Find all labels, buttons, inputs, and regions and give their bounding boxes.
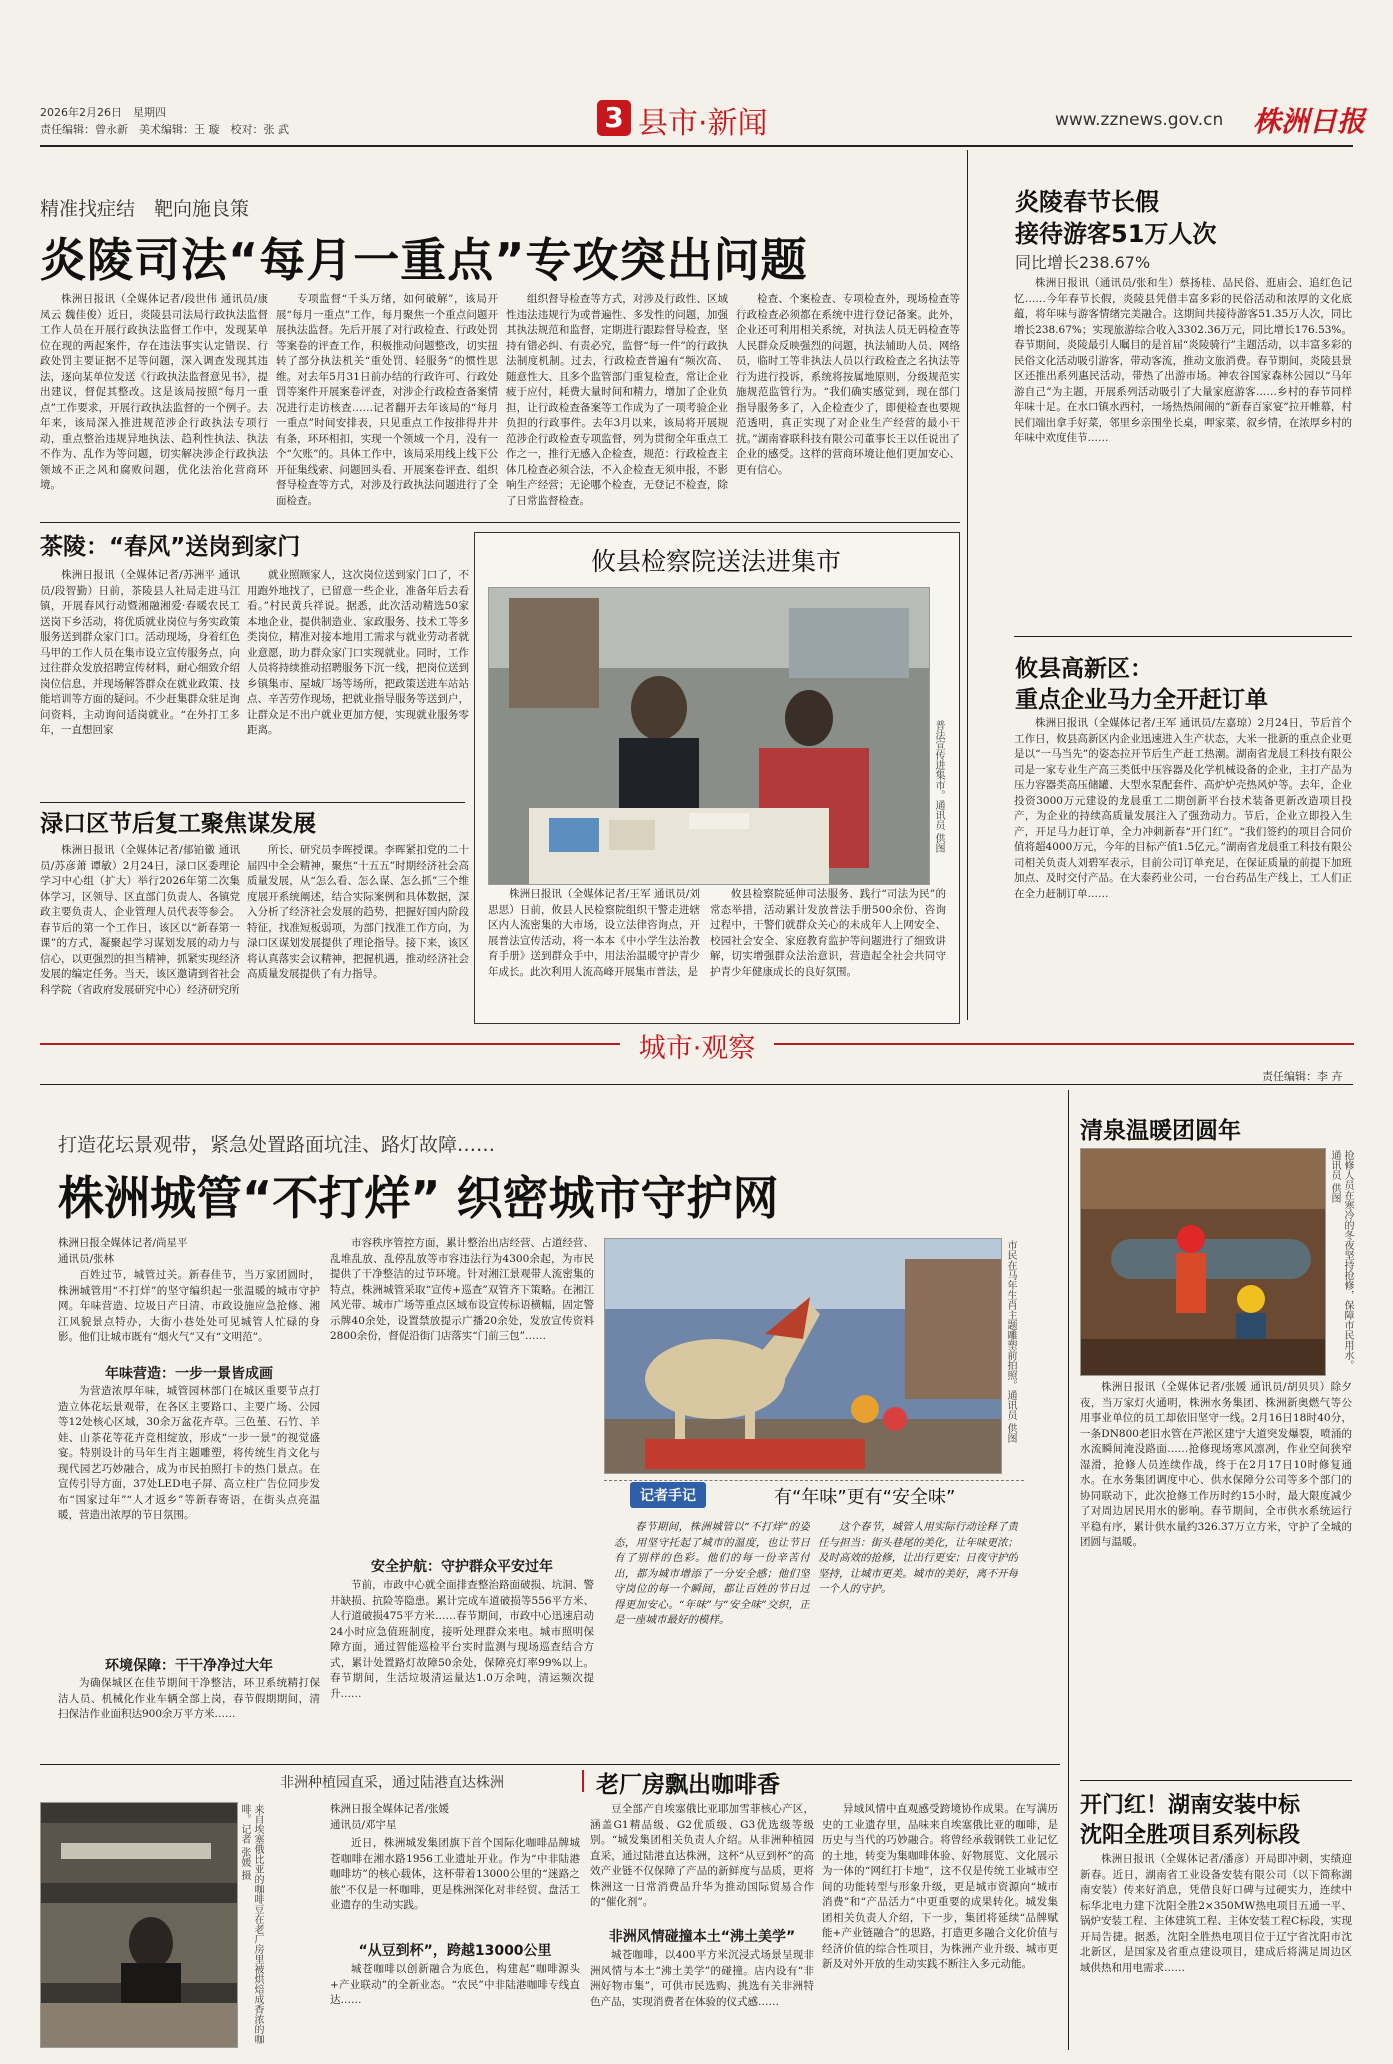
a6-title-line2: 重点企业马力全开赶订单	[1015, 687, 1268, 713]
right-col-rule-lower	[1068, 1090, 1069, 2050]
market-photo-illustration	[489, 588, 929, 884]
b2-col2: 豆全部产自埃塞俄比亚耶加雪菲核心产区，涵盖G1精品级、G2优质级、G3优选级等级别。“城发集团相关负责人介绍。从非洲种植园直采，通过陆港直达株洲，这杯“从豆到杯”的高效产业链不仅保障了产品的新鲜度与品质，更将株洲这一日常消费品升华为推动国际贸易合作的“催化剂”。	[590, 1803, 814, 1908]
b2-photo-caption: 来自埃塞俄比亚的咖啡豆在老厂房里被烘焙成香浓的咖啡。记者 张媛 摄	[239, 1804, 263, 2044]
a1-col3: 组织督导检查等方式，对涉及行政性、区域性违法违规行为或普遍性、多发性的问题，加强其执法规范和监督，定期进行跟踪督导检查，坚持有错必纠、有责必究，监督“每一件”的行政执法制度机制。过去，行政检查普遍有“频次高、随意性大、且多个监管部门重复检查，常让企业疲于应付，耗费大量时间和精力，增加了企业负担，让行政检查备案等工作成为了一项考验企业负担的行政事件。去年3月以来，该局将开展规范涉企行政检查专项监督，列为贯彻全年重点工作之一，推行无感入企检查，规范：行政检查主体几检查必须合法，不入企检查无须申报，不影响生产经营；无论哪个检查，无登记不检查，除了日常监督检查。	[506, 293, 728, 507]
b1-col1c: 为确保城区在佳节期间干净整洁，环卫系统精打保洁人员、机械化作业车辆全部上岗，春节假期期间，清扫保洁作业面积达900余万平方米……	[58, 1677, 320, 1720]
b1-col2: 市容秩序管控方面，累计整治出店经营、占道经营、乱堆乱放、乱停乱放等市容违法行为4300余起，为市民提供了干净整洁的过节环境。针对湘江景观带人流密集的特点，株洲城管采取“宣传+巡查”双管齐下策略。在湘江风光带、城市广场等重点区域布设宣传标语横幅，固定警示牌40余处，设置禁放提示广播20余处，发放宣传资料2800余份，督促沿街门店落实“门前三包”……	[330, 1237, 594, 1342]
a4-col1: 株洲日报讯（全媒体记者/王军 通讯员/刘思思）日前，攸县人民检察院组织干警走进辖区内人流密集的大市场，设立法律咨询点，开展普法宣传活动，将一本本《中小学生法治教育手册》送到群众手中，用法治温暖守护青少年成长。此次利用人流高峰开展集市普法，是	[488, 888, 700, 978]
b1-note-col2: 这个春节，城管人用实际行动诠释了责任与担当：街头巷尾的美化，让年味更浓；及时高效的抢修，让出行更安；日夜守护的坚持，让城市更美。城市的美好，离不开每一个人的守护。	[818, 1521, 1018, 1595]
c1-body: 株洲日报讯（全媒体记者/张媛 通讯员/胡贝贝）除夕夜，当万家灯火通明，株洲水务集团、株洲新奥燃气等公用事业单位的员工却依旧坚守一线。2月16日18时40分，一条DN800老旧水管在芦淞区建宁大道突发爆裂，喷涌的水流瞬间淹没路面……抢修现场寒风凛冽，作业空间狭窄湿滑，抢修人员连续作战，终于在2月17日10时修复通水。在水务集团调度中心、供水保障分公司等多个部门的协同联动下，此次抢修工作历时约15小时，最大限度减少了对周边居民用水的影响。春节期间，全市供水系统运行平稳有序，累计供水量约326.37万立方米，守护了全城的团圆与温暖。	[1080, 1381, 1352, 1548]
page-number-badge	[597, 100, 631, 136]
a1-col4: 检查、个案检查、专项检查外，现场检查等行政检查必须都在系统中进行登记备案。此外，企业还可利用相关系统，对执法人员无码检查等人民群众反映强烈的问题，执法辅助人员、网络员，临时工等非执法人员以行政检查之名执法等行为进行投诉，系统将按属地原则，分级规范实施规范监管行为。“我们确实感觉到，现在部门指导服务多了，入企检查少了，即便检查也要规范透明，真正实现了对企业生产经营的最小干扰。”湖南睿联科技有限公司董事长王以任说出了企业的感受。这样的营商环境让他们更加安心、更有信心。	[736, 293, 960, 476]
a2-title: 茶陵：“春风”送岗到家门	[40, 534, 301, 560]
a4-photo-caption: 普法宣传进集市。通讯员 供图	[933, 720, 944, 854]
page-number: 3	[604, 101, 624, 134]
a2-col1: 株洲日报讯（全媒体记者/苏洲平 通讯员/段智勤）日前，茶陵县人社局走进马江镇，开展春风行动暨湘融湘爱·春暖农民工送岗下乡活动，将优质就业岗位与务实政策服务送到群众家门口。活动现场，身着红色马甲的工作人员在集市设立宣传服务点，向过往群众发放招聘宣传材料，耐心细致介绍岗位信息，并现场解答群众在就业政策、技能培训等方面的疑问。不少赶集群众驻足询问资料，主动询问适岗就业。“在外打工多年，一直想回家	[40, 569, 240, 736]
b1-photo-caption: 市民在马年生肖主题雕塑前拍照。通讯员 供图	[1005, 1240, 1016, 1444]
b2-kicker: 非洲种植园直采，通过陆港直达株洲	[280, 1775, 504, 1791]
a5-bottom-rule	[1014, 636, 1352, 637]
b1-sub3: 安全护航：守护群众平安过年	[371, 1559, 553, 1575]
coffee-shop-illustration	[41, 1803, 237, 2047]
a4-photo	[488, 587, 930, 885]
b2-byline: 株洲日报全媒体记者/张媛 通讯员/邓宇星	[330, 1803, 450, 1831]
b1-note-label	[630, 1482, 706, 1508]
a1-title: 炎陵司法“每月一重点”专攻突出问题	[40, 233, 808, 287]
b1-byline: 株洲日报全媒体记者/尚星平 通讯员/张林	[58, 1237, 188, 1265]
c1-photo	[1080, 1148, 1326, 1376]
horse-sculpture-illustration	[605, 1239, 1001, 1473]
b2-sub1: “从豆到杯”，跨越13000公里	[358, 1943, 552, 1959]
section-title: 县市·新闻	[638, 106, 768, 141]
b2-kicker-divider	[582, 1770, 584, 1792]
masthead-date: 2026年2月26日 星期四	[40, 106, 166, 119]
c1-photo-caption: 抢修人员在寒冷的冬夜坚持抢修，保障市民用水。通讯员 供图	[1329, 1150, 1353, 1370]
right-col-rule	[967, 150, 968, 1020]
b1-kicker: 打造花坛景观带，紧急处置路面坑洼、路灯故障……	[58, 1134, 496, 1156]
b2-col3: 异域风情中直观感受跨境协作成果。在写满历史的工业遗存里，品味来自埃塞俄比亚的咖啡，是历史与当代的巧妙融合。将曾经承载钢铁工业记忆的土地，转变为集咖啡体验、好物展览、文化展示为一体的“网红打卡地”，这不仅是传统工业城市空间的功能转型与形象升级，更是城市资源向“城市消费”和“产品活力”中更重要的成果转化。城发集团相关负责人介绍，下一步，集团将延续“品牌赋能+产业链融合”的思路，打造更多融合文化价值与经济价值的综合性项目，为株洲产业升级、城市更新及对外开放的生动实践不断注入多元动能。	[822, 1803, 1058, 1970]
a1-col1: 株洲日报讯（全媒体记者/段世伟 通讯员/康凤云 魏佳俊）近日，炎陵县司法局行政执法监督工作人员在开展行政执法监督工作中，发现某单位在现的两起案件，存在违法事实认定错误、行政处罚主要证据不足等问题，深入调查发现其违法，逐向某单位发送《行政执法监督意见书》，提出建议，督促其整改。这是该局按照“每月一重点”工作要求，开展行政执法监督的一个例子。去年来，该局深入推进规范涉企行政执法专项行动，重点整治违规异地执法、趋利性执法、执法不作为、乱作为等问题，切实解决涉企行政执法领域不正之风和腐败问题，优化法治化营商环境。	[40, 293, 268, 491]
masthead-editors: 责任编辑：曾永新 美术编辑：王 璇 校对：张 武	[40, 123, 289, 136]
b2-col1b: 城苍咖啡以创新融合为底色，构建起“咖啡源头+产业联动”的全新业态。“农民”中非陆港咖啡专线直达……	[330, 1963, 580, 2006]
c1-title: 清泉温暖团圆年	[1080, 1118, 1241, 1144]
b1-note-title: 有“年味”更有“安全味”	[774, 1487, 956, 1508]
a2-col2: 就业照顾家人，这次岗位送到家门口了，不用跑外地找了，已留意一些企业，准备年后去看看。”村民黄兵祥说。据悉，此次活动精选50家本地企业，提供制造业、家政服务、技术工等多类岗位，精准对接本地用工需求与就业劳动者就业意愿，助力群众家门口实现就业。同时，工作人员将持续推动招聘服务下沉一线，把岗位送到乡镇集市、屋城厂场等场所，把政策送进车站站点、辛苦劳作现场，把就业指导服务等送到户，让群众足不出户就业更加方便，实现就业服务零距离。	[247, 569, 469, 736]
divider-editor: 责任编辑：李 卉	[1262, 1070, 1343, 1083]
a5-title-line2: 接待游客51万人次	[1015, 220, 1217, 248]
paper-logo: 株洲日报	[1253, 105, 1366, 138]
water-repair-illustration	[1081, 1149, 1325, 1375]
b2-sub2: 非洲风情碰撞本土“沸土美学”	[608, 1929, 796, 1945]
a6-title-line1: 攸县高新区：	[1015, 656, 1153, 682]
a4-title: 攸县检察院送法进集市	[590, 547, 841, 576]
a5-subtitle: 同比增长238.67%	[1015, 253, 1151, 272]
b2-col2b: 城苍咖啡，以400平方米沉浸式场景呈现非洲风情与本土“沸土美学”的碰撞。店内设有“非洲好物市集”，可供市民选购、挑选有关非洲特色产品，实现消费者在体验的仪式感……	[590, 1949, 814, 2008]
a1-bottom-rule	[40, 522, 960, 523]
b1-note-col1: 春节期间，株洲城管以“不打烊”的姿态，用坚守托起了城市的温度，也让节日有了别样的色彩。他们的每一份辛苦付出，都为城市增添了一分安全感；他们坚守岗位的每一个瞬间，都让百姓的节日过得更加安心。“年味”与“安全味”交织，正是一座城市最好的模样。	[614, 1521, 810, 1626]
a6-body: 株洲日报讯（全媒体记者/王军 通讯员/左嘉琼）2月24日，节后首个工作日，攸县高新区内企业迅速进入生产状态，大米一批新的重点企业更是以“一马当先”的姿态拉开节后生产赶工热潮。湖南省龙晨工科技有限公司是一家专业生产高三类低中压容器及化学机械设备的企业，主打产品为压力容器类高压储罐、大型水泵配套件、高炉炉壳热风炉等。去年，企业投资3000万元建设的龙晨重工二期创新平台技术装备更新改造项目投产，为企业的持续高质量发展注入了强劲动力。节后，企业立即投入生产，开足马力赶订单，全力冲刺新春“开门红”。“我们签约的项目合同价值将超4000万元，今年的目标产值1.5亿元。”湖南省龙晨重工科技有限公司相关负责人刘碧军表示，目前公司订单充足，在保证质量的前提下加班加点、及时交付产品。在大泰药业公司，一台台药品生产线上，工人们正在全力赶制订单……	[1014, 717, 1352, 900]
b1-bottom-rule	[40, 1764, 1060, 1765]
divider-line-right	[774, 1043, 1354, 1045]
divider-section: 城市·观察	[638, 1033, 756, 1064]
masthead-rule	[40, 145, 1353, 147]
b2-title: 老厂房飘出咖啡香	[596, 1772, 780, 1798]
a3-title: 渌口区节后复工聚焦谋发展	[40, 811, 316, 837]
b1-col1: 百姓过节，城管过关。新春佳节，当万家团圆时，株洲城管用“不打烊”的坚守编织起一张温暖的城市守护网。年味营造、垃圾日产日清、市政设施应急抢修、湘江风貌景点特办，大街小巷处处可见城管人忙碌的身影。他们让城市既有“烟火气”又有“文明范”。	[58, 1269, 320, 1343]
b1-sub2: 环境保障：干干净净过大年	[105, 1658, 273, 1674]
a3-col1: 株洲日报讯（全媒体记者/郁铂徽 通讯员/苏彦萧 谭敏）2月24日，渌口区委理论学习中心组（扩大）举行2026年第二次集体学习，区领导、区直部门负责人、各镇党政主要负责人、企业管理人员代表等参会。春节后的第一个工作日，该区以“新春第一课”的方式，凝聚起学习谋划发展的动力与信心，以更强烈的担当精神，抓紧实现经济发展的编定任务。当天，该区邀请到省社会科学院（省政府发展研究中心）经济研究所	[40, 844, 240, 996]
b1-col2b: 节前，市政中心就全面排查整治路面破损、坑洞、警井缺损、抗险等隐患。累计完成车道破损等556平方米、人行道破损475平方米……春节期间，市政中心迅速启动24小时应急值班制度，接听处理群众来电。城市照明保障方面，通过智能巡检平台实时监测与现场巡查结合方式，累计处置路灯故障50余处，保障亮灯率99%以上。春节期间，生活垃圾清运量达1.0万余吨，清运频次提升……	[330, 1579, 594, 1700]
note-label-text: 记者手记	[640, 1488, 696, 1504]
a3-col2: 所长、研究员李晖授课。李晖紧扣党的二十届四中全会精神，聚焦“十五五”时期经济社会高质量发展，从“怎么看、怎么谋、怎么抓”三个维度展开系统阐述，结合实际案例和具体数据，深入分析了经济社会发展的趋势，把握好国内阶段特征，找准短板弱项，为部门找准工作方向，为渌口区谋划发展提供了理论指导。接下来，该区将认真落实会议精神，把握机遇，推动经济社会高质量发展提供了有力指导。	[247, 844, 469, 980]
site-url[interactable]: www.zznews.gov.cn	[1055, 110, 1224, 130]
a1-kicker: 精准找症结 靶向施良策	[40, 198, 250, 220]
b1-photo	[604, 1238, 1002, 1474]
b1-col1b: 为营造浓厚年味，城管园林部门在城区重要节点打造立体花坛景观带，在各区主要路口、主要广场、公园等12处核心区域，30余万盆花卉草。三色堇、石竹、羊娃、山茶花等花卉竞相绽放，形成“一步一景”的视觉盛宴。特别设计的马年生肖主题雕塑，将传统生肖文化与现代园艺巧妙融合，成为市民拍照打卡的热门景点。在宣传引导方面，37处LED电子屏、高立柱广告位同步发布“国家过年”“人才返乡”等新春寄语，在街头点亮温暖，营造出浓厚的节日氛围。	[58, 1385, 320, 1521]
divider-bottom-rule	[40, 1084, 1353, 1085]
a1-col2: 专项监督“千头万绪，如何破解”，该局开展“每月一重点”工作，每月聚焦一个重点问题开展执法监督。先后开展了对行政检查、行政处罚等案卷的评查工作，积极推动问题整改，切实扭转了部分执法机关“重处罚、轻服务”的惯性思维。对去年5月31日前办结的行政许可、行政处罚等案件开展案卷评查，对涉企行政检查备案情况进行走访核查……记者翻开去年该局的“每月一重点”时间安排表，只见重点工作按排得井井有条，环环相扣，实现一个领域一个月，没有一个“欠账”的。具体工作中，该局采用线上线下公开征集线索、问题回头看、开展案卷评查、组织督导检查等方式，对涉及行政执法问题进行了全面检查。	[276, 293, 498, 507]
b2-col1: 近日，株洲城发集团旗下首个国际化咖啡品牌城苍咖啡在湘水路1956工业遗址开业。作为“中非陆港咖啡坊”的核心载体，这杯带着13000公里的“迷路之旅”不仅是一杯咖啡，更是株洲深化对非经贸、盘活工业遗存的生动实践。	[330, 1837, 580, 1911]
b1-sub1: 年味营造：一步一景皆成画	[105, 1366, 273, 1382]
divider-line-left	[40, 1043, 620, 1045]
c2-title-line2: 沈阳全胜项目系列标段	[1080, 1823, 1301, 1848]
a5-body: 株洲日报讯（通讯员/张和生）蔡扬桂、品民俗、逛庙会、追红色记忆……今年春节长假，炎陵县凭借丰富多彩的民俗活动和浓厚的文化底蕴，将年味与游客情绪完美融合。这期间共接待游客51.35万人次，同比增长238.67%；实现旅游综合收入3302.36万元，同比增长176.53%。春节期间，炎陵最引人瞩目的是首届“炎陵骑行”主题活动，以丰富多彩的民俗文化活动吸引游客，带动客流，推动文旅消费。春节期间，炎陵县景区还推出系列惠民活动，带热了出游市场。神农谷国家森林公园以“马年游自己”为主题，开展系列活动吸引了大量家庭游客……乡村的春节同样年味十足。在水口镇水西村，一场热热闹闹的“新春百家宴”拉开帷幕，村民们端出拿手好菜，邻里乡亲围坐长桌，呷家菜、叙乡情，在浓厚乡村的年味中欢度佳节……	[1014, 277, 1352, 444]
c2-body: 株洲日报讯（全媒体记者/潘彦）开局即冲刺，实绩迎新春。近日，湖南省工业设备安装有限公司（以下简称湖南安装）传来好消息，凭借良好口碑与过硬实力，连续中标华北电力建下沈阳全胜2×350MW热电项目五通一平、锅炉安装工程、主体建筑工程、主体安装工程C标段，实现开局告捷。据悉，沈阳全胜热电项目位于辽宁省沈阳市沈北新区，是国家及省重点建设项目，建成后将满足周边区域供热和用电需求……	[1080, 1853, 1352, 1974]
b1-title: 株洲城管“不打烊” 织密城市守护网	[58, 1171, 779, 1225]
a5-title-line1: 炎陵春节长假	[1015, 188, 1159, 216]
b2-photo	[40, 1802, 238, 2048]
a4-col2: 攸县检察院延伸司法服务、践行“司法为民”的常态举措，活动累计发放普法手册500余份、咨询过程中，干警们就群众关心的未成年人上网安全、校园社会安全、家庭教育监护等问题进行了细致讲解，切实增强群众法治意识，营造起全社会共同守护青少年健康成长的良好氛围。	[710, 888, 946, 978]
c1-bottom-rule	[1080, 1780, 1352, 1781]
c2-title-line1: 开门红！湖南安装中标	[1080, 1793, 1301, 1818]
a2-bottom-rule	[40, 802, 465, 803]
